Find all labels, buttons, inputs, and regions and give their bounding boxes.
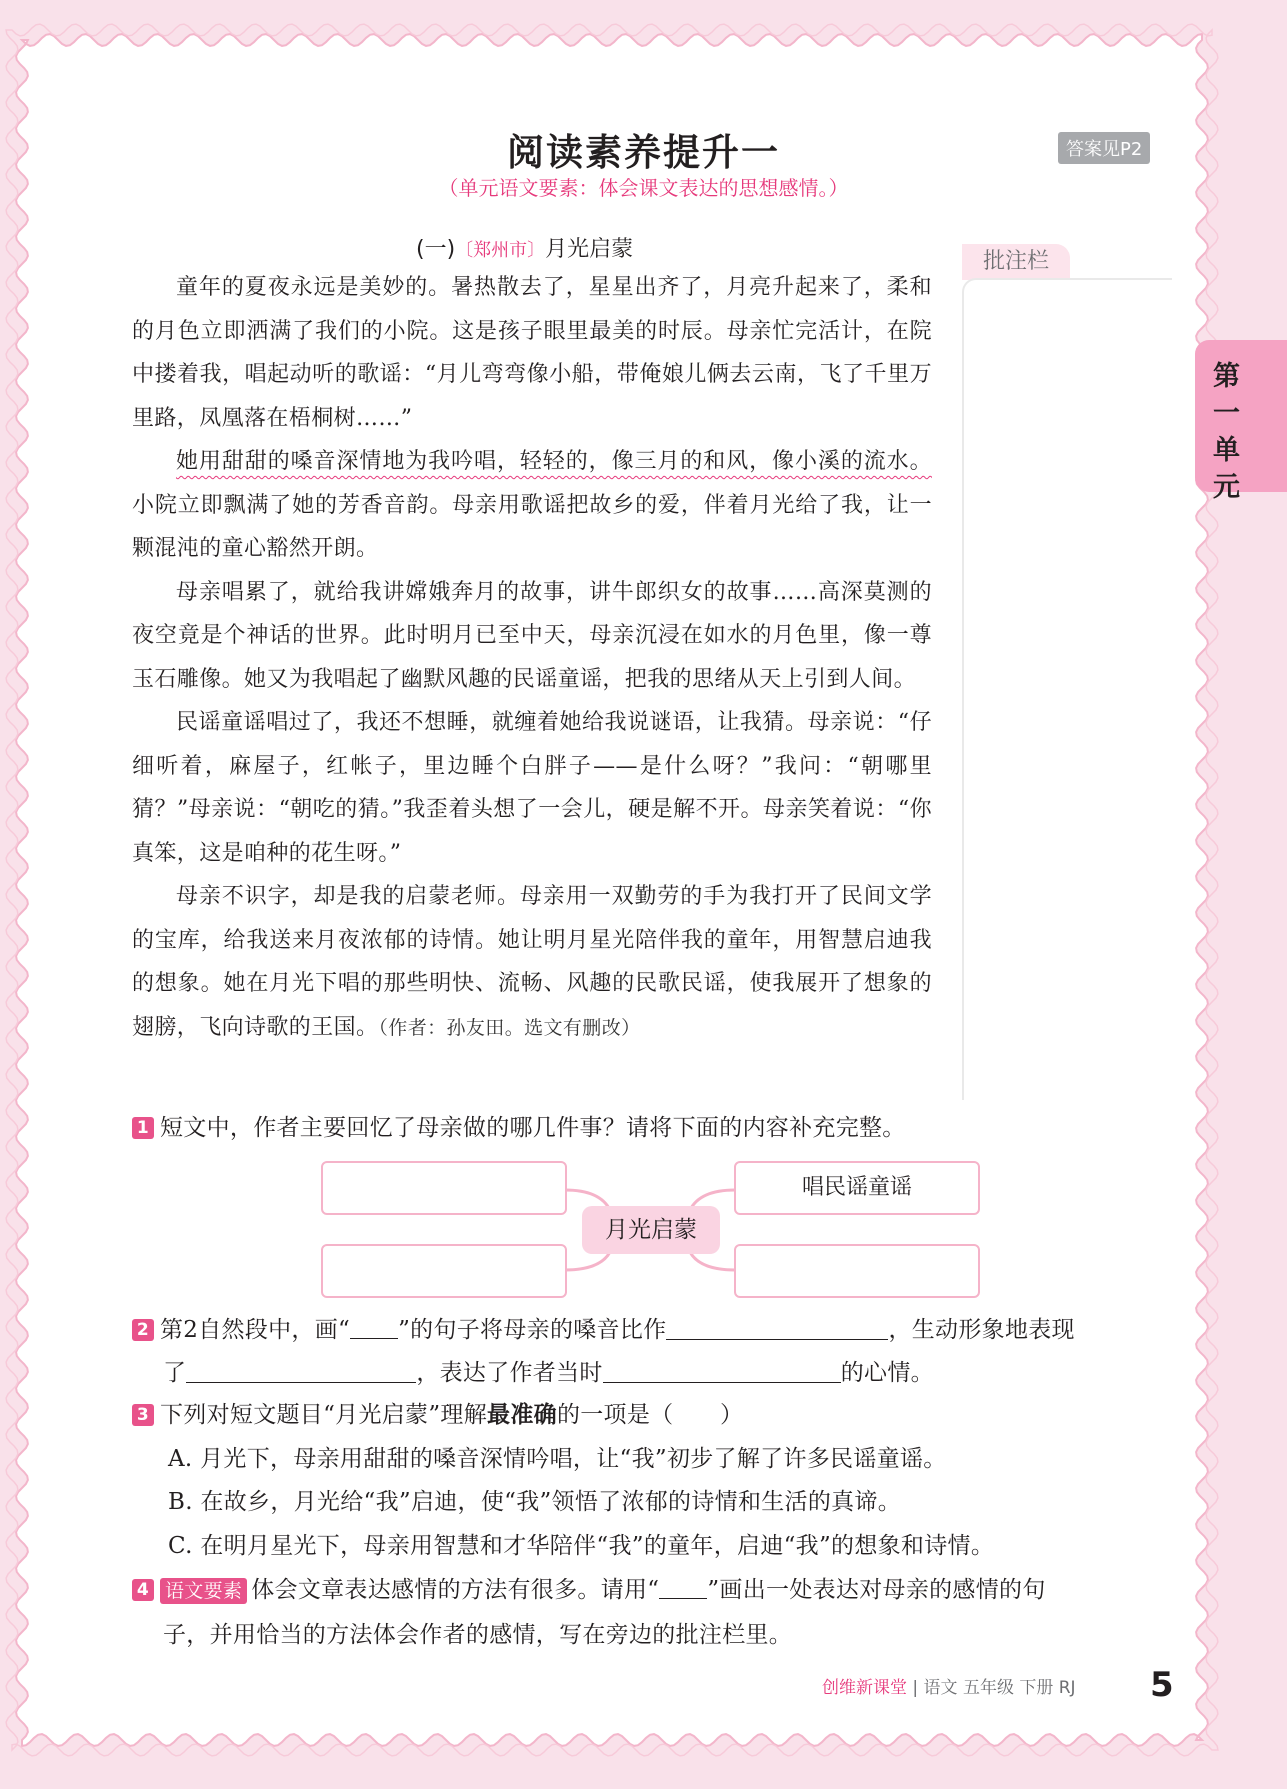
- question-4-text-a: 体会文章表达感情的方法有很多。请用“: [251, 1577, 660, 1603]
- answer-blank-feeling[interactable]: [603, 1358, 841, 1383]
- diagram-box-top-left[interactable]: [321, 1161, 567, 1215]
- paragraph-2: [132, 440, 932, 571]
- unit-side-tab: [1195, 340, 1287, 503]
- wavy-line-sample: [350, 1318, 398, 1339]
- option-a[interactable]: A. 月光下，母亲用甜甜的嗓音深情吟唱，让“我”初步了解了许多民谣童谣。: [168, 1446, 947, 1472]
- paragraph-5: [132, 875, 932, 1050]
- question-3-number: 3: [132, 1404, 154, 1426]
- section-heading: [416, 232, 633, 263]
- question-1-text: 短文中，作者主要回忆了母亲做的哪几件事？请将下面的内容补充完整。: [160, 1115, 906, 1141]
- question-2-text-b: ”的句子将母亲的嗓音比作: [398, 1317, 667, 1343]
- question-2-text-a: 第2自然段中，画“: [160, 1317, 351, 1343]
- paragraph-4: 民谣童谣唱过了，我还不想睡，就缠着她给我说谜语，让我猜。母亲说：“仔细听着，麻屋子，红帐子，里边睡个白胖子——是什么呀？”我问：“朝哪里猜？”母亲说：“朝吃的猜。”我歪着头想了一会儿，硬是解不开。母亲笑着说：“你真笨，这是咱种的花生呀。”: [132, 710, 932, 866]
- option-c[interactable]: C. 在明月星光下，母亲用智慧和才华陪伴“我”的童年，启迪“我”的想象和诗情。: [168, 1533, 995, 1559]
- question-1-number: 1: [132, 1117, 154, 1139]
- footer-info: | 语文 五年级 下册 RJ: [912, 1678, 1076, 1698]
- question-2-text-f: 的心情。: [840, 1360, 934, 1386]
- annotation-column-label: 批注栏: [962, 244, 1070, 280]
- question-2-number: 2: [132, 1319, 154, 1341]
- question-1: [132, 1113, 906, 1143]
- question-3-emphasis: 最准确: [487, 1401, 557, 1428]
- question-4-line-2: 子，并用恰当的方法体会作者的感情，写在旁边的批注栏里。: [163, 1622, 793, 1648]
- unit-goal-subtitle: （单元语文要素：体会课文表达的思想感情。）: [438, 176, 849, 200]
- annotation-column[interactable]: [962, 278, 1172, 1100]
- paragraph-1: 童年的夏夜永远是美妙的。暑热散去了，星星出齐了，月亮升起来了，柔和的月色立即洒满了我们的小院。这是孩子眼里最美的时辰。母亲忙完活计，在院中搂着我，唱起动听的歌谣：“月儿弯弯像小船，带俺娘儿俩去云南，飞了千里万里路，凤凰落在梧桐树……”: [132, 275, 932, 431]
- paragraph-5-text: 母亲不识字，却是我的启蒙老师。母亲用一双勤劳的手为我打开了民间文学的宝库，给我送来月夜浓郁的诗情。她让明月星光陪伴我的童年，用智慧启迪我的想象。她在月光下唱的那些明快、流畅、风趣的民歌民谣，使我展开了想象的翅膀，飞向诗歌的王国。: [132, 884, 932, 1040]
- page-number: 5: [1150, 1665, 1174, 1705]
- question-4-number: 4: [132, 1579, 154, 1601]
- author-credit: （作者：孙友田。选文有删改）: [378, 1016, 641, 1039]
- wavy-underlined-sentence: 她用甜甜的嗓音深情地为我吟唱，轻轻的，像三月的和风，像小溪的流水。: [176, 449, 932, 474]
- question-2-text-d: 了: [163, 1360, 187, 1386]
- paragraph-2-rest: 小院立即飘满了她的芳香音韵。母亲用歌谣把故乡的爱，伴着月光给了我，让一颗混沌的童心豁然开朗。: [132, 492, 932, 561]
- paragraph-3: 母亲唱累了，就给我讲嫦娥奔月的故事，讲牛郎织女的故事……高深莫测的夜空竟是个神话的世界。此时明月已至中天，母亲沉浸在如水的月色里，像一尊玉石雕像。她又为我唱起了幽默风趣的民谣童谣，把我的思绪从天上引到人间。: [132, 579, 932, 692]
- option-b[interactable]: B. 在故乡，月光给“我”启迪，使“我”领悟了浓郁的诗情和生活的真谛。: [168, 1489, 902, 1515]
- footer-book-info: [822, 1673, 1076, 1698]
- diagram-box-bottom-right[interactable]: [734, 1244, 980, 1298]
- reading-passage: [132, 266, 932, 1050]
- question-2-text-c: ，生动形象地表现: [888, 1317, 1075, 1343]
- question-3: [132, 1400, 743, 1430]
- answer-blank-simile[interactable]: [666, 1315, 888, 1340]
- answer-reference-badge: 答案见P2: [1058, 132, 1150, 164]
- question-2-line-2: [163, 1358, 934, 1388]
- question-2: [132, 1315, 1172, 1345]
- section-number: (一): [416, 237, 456, 262]
- diagram-box-top-right: 唱民谣童谣: [734, 1161, 980, 1215]
- section-title: 月光启蒙: [545, 237, 634, 262]
- answer-blank-expression[interactable]: [186, 1358, 416, 1383]
- diagram-center: 月光启蒙: [582, 1206, 720, 1254]
- diagram-box-bottom-left[interactable]: [321, 1244, 567, 1298]
- footer-brand: 创维新课堂: [822, 1678, 907, 1698]
- straight-line-sample: [659, 1578, 707, 1599]
- page-title: 阅读素养提升一: [507, 131, 780, 174]
- language-element-tag: 语文要素: [160, 1578, 247, 1604]
- section-region: 〔郑州市〕: [455, 240, 546, 261]
- unit-side-tab-label: 第一单元: [1213, 361, 1240, 503]
- question-4-text-b: ”画出一处表达对母亲的感情的句: [707, 1577, 1046, 1603]
- question-3-text-a: 下列对短文题目“月光启蒙”理解: [160, 1402, 488, 1428]
- question-4: [132, 1575, 1182, 1605]
- question-3-text-b: 的一项是（ ）: [556, 1402, 744, 1428]
- question-2-text-e: ，表达了作者当时: [416, 1360, 603, 1386]
